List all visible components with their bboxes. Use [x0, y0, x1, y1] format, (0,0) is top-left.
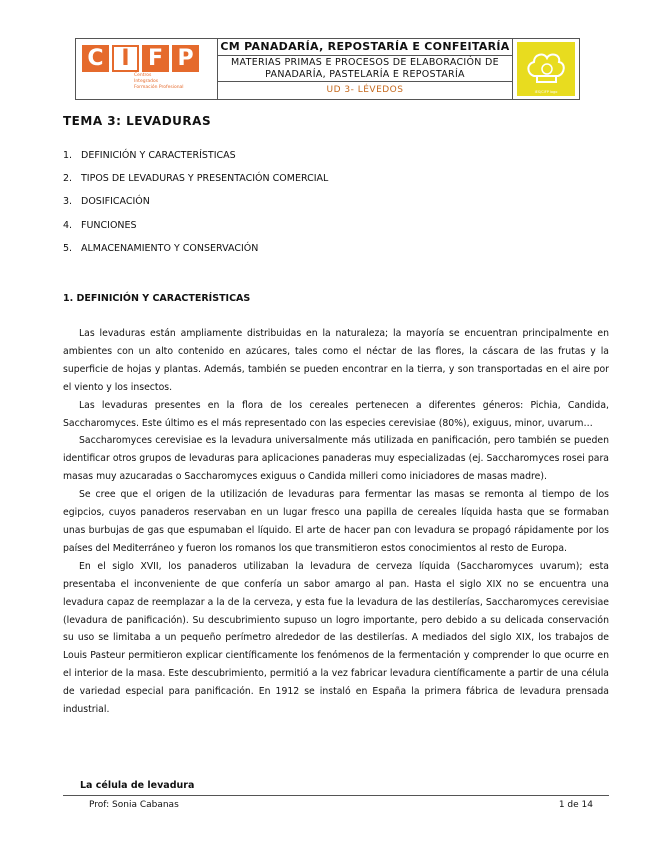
section-body: [63, 325, 609, 719]
course-title: CM PANADARÍA, REPOSTARÍA E CONFEITARÍA: [218, 39, 512, 56]
toc-label: DOSIFICACIÓN: [81, 196, 150, 208]
toc-number: 5.: [63, 242, 73, 254]
section-heading: 1. DEFINICIÓN Y CARACTERÍSTICAS: [63, 293, 251, 304]
paragraph: Las levaduras están ampliamente distribuidas en la naturaleza; la mayoría se encuentran principalmente en ambientes con un alto contenido en azúcares, tales como el néctar de las flores, la cáscara de las frutas y la superficie de hojas y plantas. Además, también se pueden encontrar en la tierra, y son transportadas en el aire por el viento y los insectos.: [63, 328, 609, 393]
logo-letter: C: [82, 45, 109, 72]
paragraph: Saccharomyces cerevisiae es la levadura universalmente más utilizada en panificación, pero también se pueden identificar otros grupos de levaduras para aplicaciones panaderas muy especializadas (ej. Saccharomyces rosei para masas muy azucaradas o Saccharomyces exiguus o Candida milleri como iniciadores de masas madre).: [63, 435, 609, 483]
module-title: [218, 56, 512, 82]
school-logo-caption: IES/CIFP logo: [534, 90, 558, 94]
paragraph: En el siglo XVII, los panaderos utilizaban la levadura de cerveza líquida (Saccharomyces uvarum); esta presentaba el inconveniente de que confería un sabor amargo al pan. Hasta el siglo XIX no se encuentra una levadura capaz de reemplazar a la de la cerveza, y esta fue la levadura de las destilerías, Saccharomyces cerevisiae (levadura de panificación). Su descubrimiento supuso un logro importante, pero debido a su delicada conservación su uso se limitaba a un pequeño perímetro alrededor de las destilerías. A mediados del siglo XIX, los trabajos de Louis Pasteur permitieron explicar científicamente los fenómenos de la fermentación y comprender lo que ocurre en el interior de la masa. Este descubrimiento, permitió a la vez fabricar levadura científicamente a partir de una célula de variedad especial para panificación. En 1912 se instaló en España la primera fábrica de levadura prensada industrial.: [63, 560, 609, 716]
unit-label: UD 3- LÉVEDOS: [326, 85, 404, 95]
page-footer: [63, 795, 609, 813]
module-title-line: MATERIAS PRIMAS E PROCESOS DE ELABORACIÓN DE: [231, 57, 499, 68]
toc-number: 1.: [63, 150, 73, 161]
module-title-line: PANADARÍA, PASTELARÍA E REPOSTARÍA: [265, 69, 465, 80]
table-of-contents: [63, 150, 328, 266]
document-header: [75, 38, 580, 100]
school-logo: [513, 39, 579, 99]
toc-label: TIPOS DE LEVADURAS Y PRESENTACIÓN COMERCIAL: [81, 173, 329, 185]
chef-hat-icon: [517, 42, 575, 96]
toc-item: [63, 150, 328, 173]
toc-number: 2.: [63, 173, 73, 185]
logo-letter: F: [142, 45, 169, 72]
paragraph: Las levaduras presentes en la flora de los cereales pertenecen a diferentes géneros: Pichia, Candida, Saccharomyces. Este último es el más representado con las especies cerevisiae (80%), exiguus, minor, uvarum…: [63, 399, 609, 429]
toc-number: 4.: [63, 219, 73, 231]
toc-item: [63, 196, 328, 219]
paragraph: Se cree que el origen de la utilización de levaduras para fermentar las masas se remonta al tiempo de los egipcios, cuyos panaderos reservaban en un lugar fresco una papilla de cereales líquida hasta que se formaban unas burbujas de gas que espumaban el líquido. El arte de hacer pan con levadura se propagó rápidamente por los países del Mediterráneo y fueron los romanos los que transmitieron estos conocimientos al resto de Europa.: [63, 489, 609, 554]
toc-number: 3.: [63, 196, 73, 208]
toc-item: [63, 243, 328, 266]
subsection-heading: La célula de levadura: [80, 780, 195, 791]
page-number: 1 de 14: [558, 800, 593, 810]
logo-subtext: Centros Integrados Formación Profesional: [134, 73, 184, 90]
toc-label: FUNCIONES: [81, 219, 137, 231]
logo-letter: I: [112, 45, 139, 72]
toc-label: ALMACENAMIENTO Y CONSERVACIÓN: [81, 242, 259, 254]
school-logo-box: [517, 42, 575, 96]
cifp-logo: [76, 39, 218, 99]
toc-label: DEFINICIÓN Y CARACTERÍSTICAS: [81, 150, 236, 161]
header-center: [218, 39, 513, 99]
logo-letter: P: [172, 45, 199, 72]
toc-item: [63, 173, 328, 196]
author-label: Prof: Sonia Cabanas: [89, 800, 179, 810]
document-title: TEMA 3: LEVADURAS: [63, 114, 212, 128]
toc-item: [63, 220, 328, 243]
